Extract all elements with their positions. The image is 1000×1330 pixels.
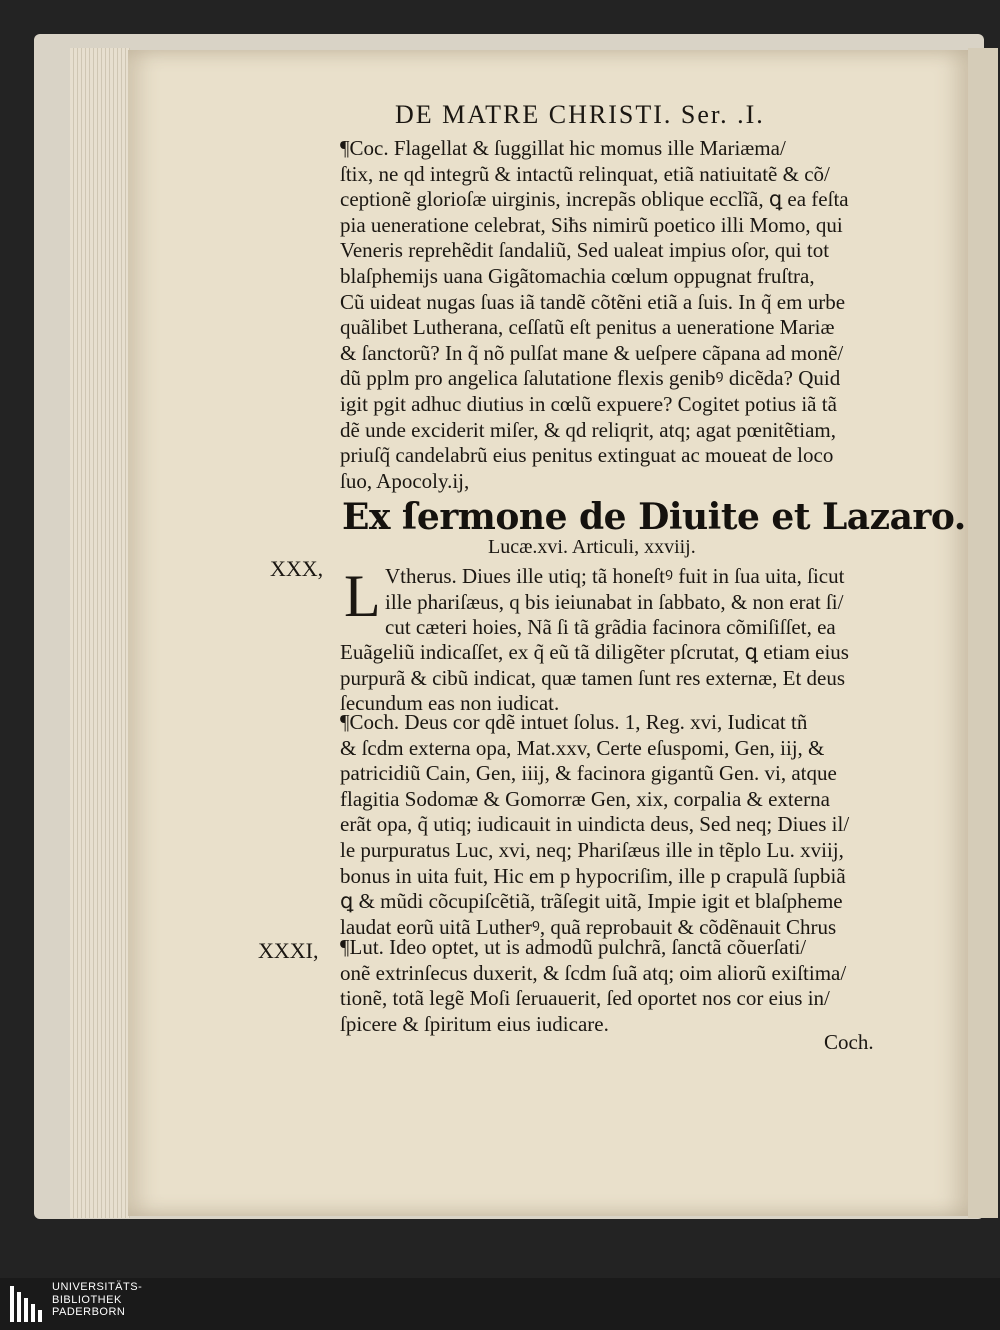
text-line: & ſcdm externa opa, Mat.xxv, Certe eſuspomi, Gen, iĳ, & <box>340 735 825 760</box>
paragraph-luther-1-head <box>385 564 905 641</box>
text-line: dũ pplm pro angelica ſalutatione flexis genibꝰ dicẽda? Quid <box>340 366 841 391</box>
section-title: Ex ſermone de Diuite et Lazaro. <box>342 496 966 538</box>
paragraph-luther-1 <box>340 640 900 717</box>
library-name <box>52 1281 252 1319</box>
text-line: & ſanctorũ? In q̃ nõ pulſat mane & ueſpere cãpana ad monẽ/ <box>340 340 844 365</box>
text-line: quãlibet Lutherana, ceſſatũ eſt penitus a ueneratione Mariæ <box>340 315 835 340</box>
text-line: ¶Lut. Ideo optet, ut is admodũ pulchrã, ſanctã cõuerſati/ <box>340 935 807 959</box>
text-line: le purpuratus Luc, xvi, neq; Phariſæus ille in tẽplo Lu. xviĳ, <box>340 837 844 862</box>
text-line: Cũ uideat nugas ſuas iã tandẽ cõtẽni etiã a ſuis. In q̃ em urbe <box>340 289 846 314</box>
text-line: igit pgit adhuc diutius in cœlũ expuere? Cogitet potius iã tã <box>340 391 837 416</box>
article-number-xxx: XXX, <box>270 556 324 581</box>
text-line: ille phariſæus, q bis ieiunabat in ſabbato, & non erat ſi/ <box>385 589 844 614</box>
text-line: ¶Coch. Deus cor qdẽ intuet ſolus. 1, Reg. xvi, Iudicat tñ <box>340 710 808 734</box>
facing-page-edge <box>968 48 998 1218</box>
text-line: dẽ unde exciderit miſer, & qd reliqrit, atq; agat pœnitẽtiam, <box>340 417 837 442</box>
text-line: ſtix, ne qd integrũ & intactũ relinquat, etiã natiuitatẽ & cõ/ <box>340 161 830 186</box>
section-subtitle: Lucæ.xvi. Articuli, xxviĳ. <box>488 536 696 558</box>
text-line: ꝗ & mũdi cõcupiſcẽtiã, trãſegit uitã, Impie igit et blaſpheme <box>340 889 843 914</box>
text-line: tionẽ, totã legẽ Moſi ſeruauerit, ſed oportet nos cor eius in/ <box>340 986 830 1011</box>
text-line: flagitia Sodomæ & Gomorræ Gen, xix, corpalia & externa <box>340 786 830 811</box>
library-name-line1: UNIVERSITÄTS- <box>52 1281 143 1293</box>
paragraph-luther-2 <box>340 935 900 1037</box>
text-line: laudat eorũ uitã Lutherꝰ, quã reprobauit & cõdẽnauit Chrus <box>340 914 837 939</box>
library-logo-icon <box>8 1282 44 1326</box>
text-line: pia ueneratione celebrat, Siħs nimirũ poetico illi Momo, qui <box>340 212 843 237</box>
running-title: DE MATRE CHRISTI. Ser. .I. <box>395 100 765 129</box>
text-line: bonus in uita fuit, Hic em p hypocriſim, ille p crapulã ſupbiã <box>340 863 846 888</box>
text-line: purpurã & cibũ indicat, quæ tamen ſunt res externæ, Et deus <box>340 665 846 690</box>
text-line: Veneris reprehẽdit ſandaliũ, Sed ualeat impius oſor, qui tot <box>340 238 830 263</box>
text-line: ſpicere & ſpiritum eius iudicare. <box>340 1011 609 1036</box>
text-line: erãt opa, q̃ utiq; iudicauit in uindicta deus, Sed neq; Diues il/ <box>340 812 850 837</box>
text-line: ſecundum eas non iudicat. <box>340 691 560 716</box>
text-line: priuſq̃ candelabrũ eius penitus extinguat ac moueat de loco <box>340 443 834 468</box>
paragraph-cochlaeus-1 <box>340 136 900 494</box>
text-line: blaſphemĳs uana Gigãtomachia cœlum oppugnat fruſtra, <box>340 263 815 288</box>
text-line: onẽ extrinſecus duxerit, & ſcdm ſuã atq; oim aliorũ exiſtima/ <box>340 960 847 985</box>
library-name-line2: BIBLIOTHEK <box>52 1293 122 1306</box>
article-number-xxxi: XXXI, <box>258 938 319 963</box>
paragraph-cochlaeus-2 <box>340 710 900 940</box>
library-name-line3: PADERBORN <box>52 1306 126 1318</box>
text-line: cut cæteri hoies, Nã ſi tã grãdia facinora cõmiſiſſet, ea <box>385 615 836 640</box>
page-stack-edge <box>70 48 130 1218</box>
drop-initial: L <box>344 563 381 629</box>
text-line: ¶Coc. Flagellat & ſuggillat hic momus ille Mariæma/ <box>340 136 786 160</box>
text-line: ceptionẽ glorioſæ uirginis, increpãs oblique ecclĩã, ꝗ ea feſta <box>340 187 849 212</box>
text-line: patricidiũ Cain, Gen, iiĳ, & facinora gigantũ Gen. vi, atque <box>340 761 837 786</box>
text-line: Vtherus. Diues ille utiq; tã honeſtꝰ fuit in ſua uita, ſicut <box>385 564 845 588</box>
catchword: Coch. <box>824 1030 874 1054</box>
text-line: ſuo, Apocoly.ĳ, <box>340 468 470 493</box>
text-line: Euãgeliũ indicaſſet, ex q̃ eũ tã diligẽter pſcrutat, ꝗ etiam eius <box>340 640 849 664</box>
